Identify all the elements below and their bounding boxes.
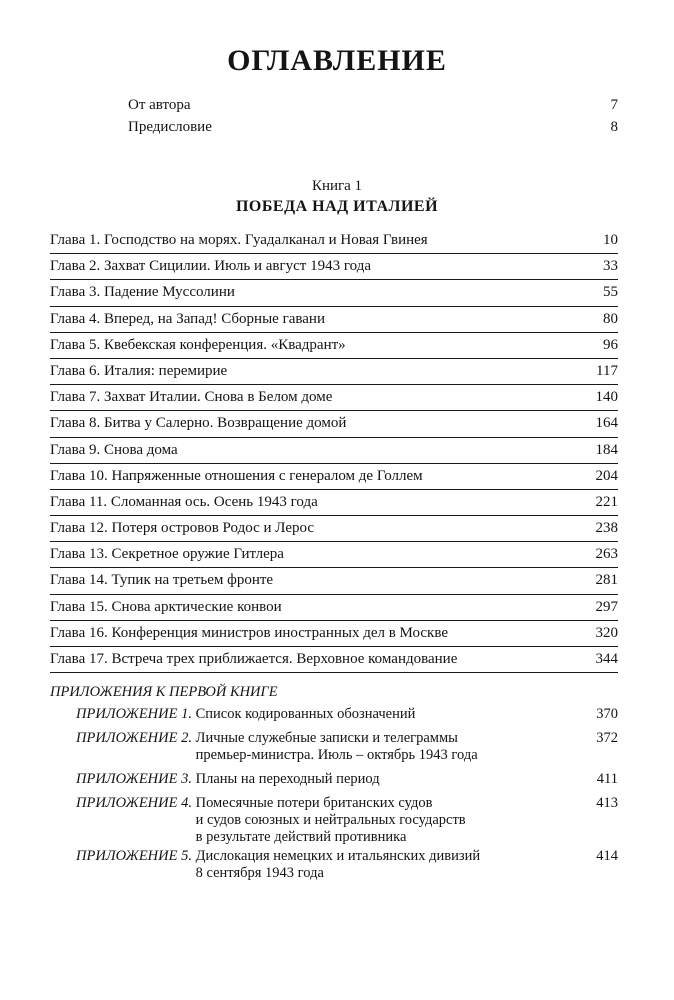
page-number: 297 xyxy=(595,598,618,615)
page-number: 10 xyxy=(603,232,618,248)
appendix-label: ПРИЛОЖЕНИЕ 2. xyxy=(76,730,192,746)
chapter-title: Глава 15. Снова арктические конвои xyxy=(50,598,282,615)
chapter-title: Глава 11. Сломанная ось. Осень 1943 года xyxy=(50,493,318,510)
appendix-title xyxy=(196,730,478,764)
page-number: 372 xyxy=(596,730,618,746)
chapter-row xyxy=(50,621,618,647)
chapter-row xyxy=(50,464,618,490)
page-number: 414 xyxy=(596,848,618,864)
page-number: 281 xyxy=(595,572,618,589)
chapter-row xyxy=(50,254,618,280)
chapter-title: Глава 8. Битва у Салерно. Возвращение домой xyxy=(50,415,347,432)
chapter-title: Глава 1. Господство на морях. Гуадалканал и Новая Гвинея xyxy=(50,232,428,248)
page-number: 238 xyxy=(595,520,618,537)
appendix-line: Помесячные потери британских судов xyxy=(195,795,433,811)
page-number: 221 xyxy=(595,493,618,510)
chapter-row xyxy=(50,385,618,411)
page-number: 320 xyxy=(595,624,618,641)
appendix-title xyxy=(196,795,466,846)
chapter-list xyxy=(50,228,618,673)
front-matter-label: Предисловие xyxy=(128,119,212,135)
chapter-row xyxy=(50,333,618,359)
chapter-title: Глава 4. Вперед, на Запад! Сборные гавани xyxy=(50,310,325,327)
front-matter-item xyxy=(128,119,618,136)
chapter-title: Глава 10. Напряженные отношения с генералом де Голлем xyxy=(50,467,423,484)
page-number: 164 xyxy=(595,415,618,432)
book-label: Книга 1 xyxy=(311,178,363,194)
appendix-line: и судов союзных и нейтральных государств xyxy=(195,812,466,828)
front-matter-label: От автора xyxy=(128,97,191,113)
book-title: ПОБЕДА НАД ИТАЛИЕЙ xyxy=(235,198,439,215)
page-number: 55 xyxy=(603,284,618,301)
chapter-row xyxy=(50,228,618,254)
page-number: 8 xyxy=(610,119,618,135)
appendix-item xyxy=(76,848,618,882)
chapter-row xyxy=(50,359,618,385)
chapter-title: Глава 7. Захват Италии. Снова в Белом доме xyxy=(50,389,333,406)
page-number: 140 xyxy=(595,389,618,406)
appendix-line: Дислокация немецких и итальянских дивизий xyxy=(195,848,481,864)
appendix-item xyxy=(76,706,618,723)
page-number: 184 xyxy=(595,441,618,458)
appendix-label: ПРИЛОЖЕНИЕ 5. xyxy=(76,848,192,864)
appendix-title xyxy=(196,848,481,882)
chapter-row xyxy=(50,307,618,333)
appendix-title xyxy=(196,706,416,723)
page-number: 7 xyxy=(610,97,618,113)
appendix-title xyxy=(196,771,380,788)
chapter-title: Глава 16. Конференция министров иностранных дел в Москве xyxy=(50,624,448,641)
chapter-row xyxy=(50,516,618,542)
page-number: 344 xyxy=(595,651,618,667)
chapter-row xyxy=(50,438,618,464)
chapter-title: Глава 9. Снова дома xyxy=(50,441,178,458)
page-number: 413 xyxy=(596,795,618,811)
appendix-line: в результате действий противника xyxy=(195,829,407,845)
chapter-row xyxy=(50,280,618,306)
page-title: ОГЛАВЛЕНИЕ xyxy=(227,44,447,77)
chapter-row xyxy=(50,490,618,516)
appendix-line: Список кодированных обозначений xyxy=(195,706,416,722)
page-number: 117 xyxy=(596,362,618,379)
appendix-line: Планы на переходный период xyxy=(195,771,380,787)
front-matter-item xyxy=(128,97,618,114)
chapter-title: Глава 5. Квебекская конференция. «Квадрант» xyxy=(50,336,346,353)
page-number: 370 xyxy=(596,706,618,722)
chapter-title: Глава 12. Потеря островов Родос и Лерос xyxy=(50,520,315,537)
appendix-line: Личные служебные записки и телеграммы xyxy=(195,730,458,746)
chapter-title: Глава 14. Тупик на третьем фронте xyxy=(50,572,274,589)
appendix-item xyxy=(76,730,618,764)
page-number: 263 xyxy=(595,546,618,563)
appendix-line: премьер-министра. Июль – октябрь 1943 года xyxy=(195,747,478,763)
chapter-row xyxy=(50,647,618,673)
chapter-title: Глава 6. Италия: перемирие xyxy=(50,362,228,379)
page-number: 80 xyxy=(603,310,618,327)
chapter-title: Глава 2. Захват Сицилии. Июль и август 1943 года xyxy=(50,258,371,275)
chapter-row xyxy=(50,568,618,594)
page-number: 204 xyxy=(595,467,618,484)
chapter-row xyxy=(50,542,618,568)
appendix-label: ПРИЛОЖЕНИЕ 3. xyxy=(76,771,192,787)
appendix-label: ПРИЛОЖЕНИЕ 1. xyxy=(76,706,192,722)
appendix-item xyxy=(76,795,618,846)
page-number: 411 xyxy=(596,771,618,787)
appendices-heading: ПРИЛОЖЕНИЯ К ПЕРВОЙ КНИГЕ xyxy=(50,684,278,700)
chapter-title: Глава 17. Встреча трех приближается. Верховное командование xyxy=(50,651,458,667)
chapter-row xyxy=(50,595,618,621)
chapter-title: Глава 3. Падение Муссолини xyxy=(50,284,235,301)
page-number: 33 xyxy=(603,258,618,275)
appendix-label: ПРИЛОЖЕНИЕ 4. xyxy=(76,795,192,811)
chapter-row xyxy=(50,411,618,437)
page-number: 96 xyxy=(603,336,618,353)
appendix-line: 8 сентября 1943 года xyxy=(195,865,324,881)
appendix-item xyxy=(76,771,618,788)
chapter-title: Глава 13. Секретное оружие Гитлера xyxy=(50,546,284,563)
